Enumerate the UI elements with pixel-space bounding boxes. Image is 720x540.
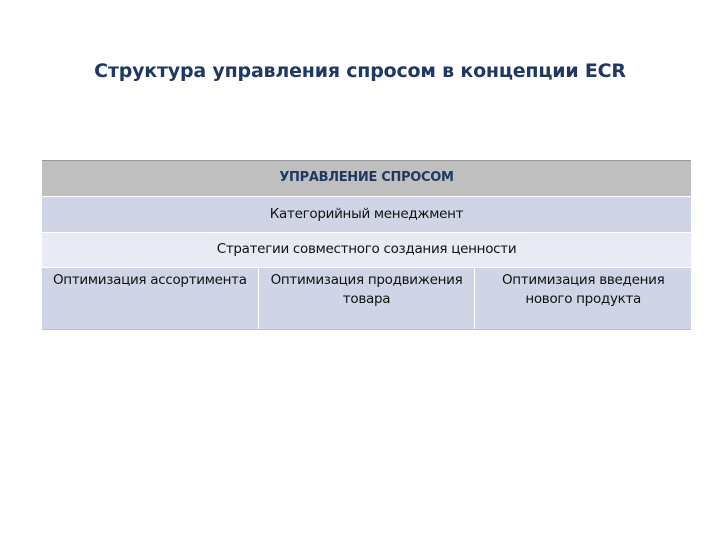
table-row-category-management [42,196,691,232]
table-row-optimizations [42,267,691,330]
table-header-row [42,160,691,196]
table-header-text: УПРАВЛЕНИЕ СПРОСОМ [279,170,454,185]
table-row-text: Стратегии совместного создания ценности [216,241,517,257]
slide-title: Структура управления спросом в концепции ECR [94,60,626,82]
table-cell-promotion: Оптимизация продвижения товара [258,268,475,329]
demand-management-table [42,160,691,330]
table-cell-new-product: Оптимизация введения нового продукта [474,268,691,329]
table-cell-assortment: Оптимизация ассортимента [52,272,247,288]
table-row-value-strategies [42,232,691,267]
table-row-text: Категорийный менеджмент [269,206,464,222]
